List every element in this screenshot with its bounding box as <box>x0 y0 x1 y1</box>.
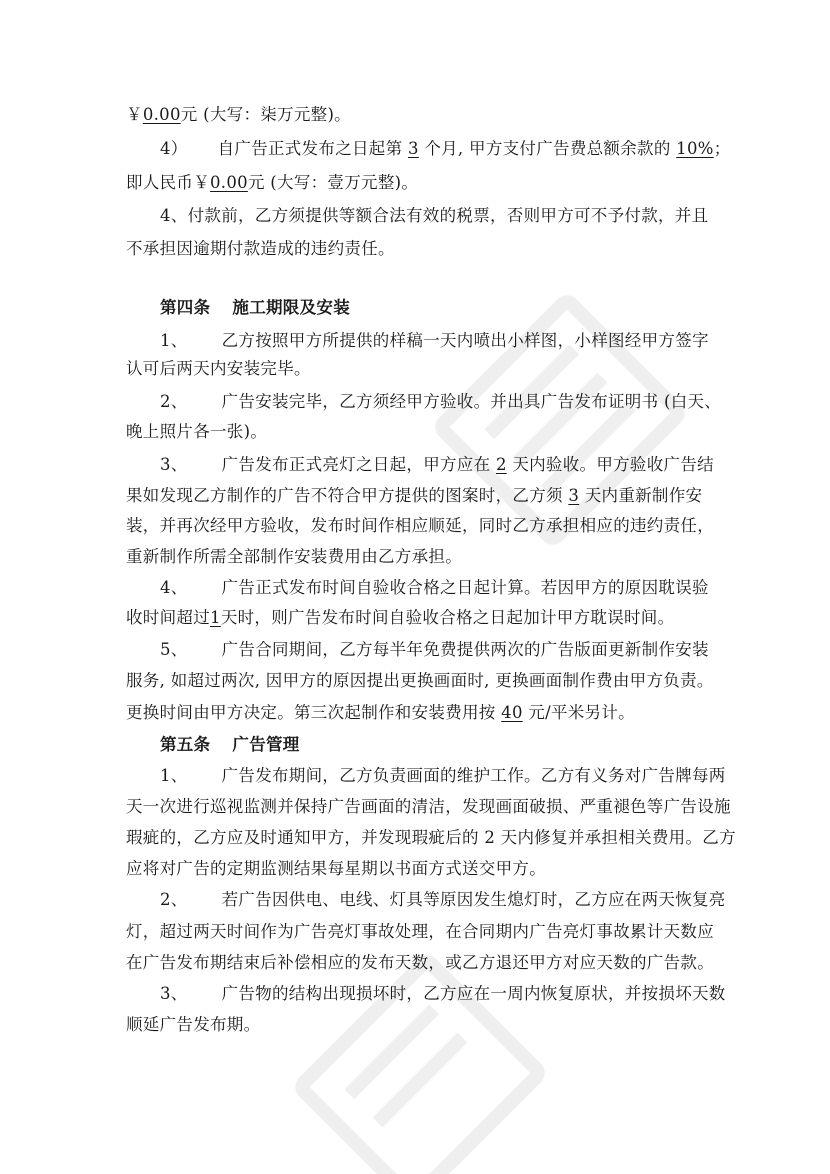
section-heading-5 <box>160 733 830 757</box>
para-line <box>126 606 830 630</box>
text-run: 元 (大写：壹万元整)。 <box>247 173 419 192</box>
section-heading-4 <box>160 296 830 320</box>
text-run: 天时，则广告发布时间自验收合格之日起加计甲方耽误时间。 <box>220 608 675 627</box>
para-line: 不承担因逾期付款造成的违约责任。 <box>126 239 395 258</box>
para-line <box>160 329 830 353</box>
item-number: 2、 <box>160 392 188 411</box>
currency-symbol: ￥ <box>126 105 143 124</box>
article-title: 施工期限及安装 <box>232 298 351 317</box>
para-line <box>160 888 830 912</box>
amount-blank: 0.00 <box>210 173 248 192</box>
item-number: 5、 <box>160 640 188 659</box>
para-line: 晚上照片各一张)。 <box>126 422 268 441</box>
para-line: 装，并再次经甲方验收，发布时间作相应顺延，同时乙方承担相应的违约责任， <box>126 516 714 535</box>
days-blank: 1 <box>210 608 221 627</box>
month-blank: 3 <box>407 139 419 158</box>
text-run: 即人民币￥ <box>126 173 210 192</box>
para-line: 应将对广告的定期监测结果每星期以书面方式送交甲方。 <box>126 859 546 878</box>
para-line: 认可后两天内安装完毕。 <box>126 359 311 378</box>
days-blank: 2 <box>495 455 507 474</box>
para-line <box>160 576 830 600</box>
article-number: 第五条 <box>160 735 211 754</box>
text-run: 自广告正式发布之日起第 <box>217 139 403 158</box>
para-line <box>160 390 830 414</box>
para-line <box>160 638 830 662</box>
text-run: ； <box>713 139 731 158</box>
para-line: 4、付款前，乙方须提供等额合法有效的税票，否则甲方可不予付款，并且 <box>160 206 709 225</box>
item-number: 3、 <box>160 455 188 474</box>
para-line <box>160 982 830 1006</box>
para-line: 灯，超过两天时间作为广告亮灯事故处理，在合同期内广告亮灯事故累计天数应 <box>126 922 714 941</box>
para-line <box>126 484 830 508</box>
item-number: 2、 <box>160 890 188 909</box>
item-number: 1、 <box>160 331 188 350</box>
para-line <box>126 103 830 127</box>
text-run: 天内验收。甲方验收广告结 <box>512 455 714 474</box>
item-number: 4、 <box>160 578 188 597</box>
text-run: 广告物的结构出现损坏时，乙方应在一周内恢复原状，并按损坏天数 <box>221 984 726 1003</box>
para-line <box>126 171 830 195</box>
text-run: 更换时间由甲方决定。第三次起制作和安装费用按 <box>126 703 496 722</box>
para-line: 瑕疵的，乙方应及时通知甲方，并发现瑕疵后的 2 天内修复并承担相关费用。乙方 <box>126 828 736 847</box>
percent-blank: 10% <box>676 139 714 158</box>
text-run: 收时间超过 <box>126 608 210 627</box>
item-number: 3、 <box>160 984 188 1003</box>
text-run: 乙方按照甲方所提供的样稿一天内喷出小样图，小样图经甲方签字 <box>221 331 709 350</box>
article-number: 第四条 <box>160 298 211 317</box>
para-line <box>160 453 830 477</box>
text-run: 若广告因供电、电线、灯具等原因发生熄灯时，乙方应在两天恢复亮 <box>221 890 726 909</box>
para-line: 顺延广告发布期。 <box>126 1015 261 1034</box>
para-line: 在广告发布期结束后补偿相应的发布天数，或乙方退还甲方对应天数的广告款。 <box>126 953 714 972</box>
text-run: 广告发布正式亮灯之日起，甲方应在 <box>221 455 491 474</box>
para-line <box>160 137 830 161</box>
article-title: 广告管理 <box>232 735 300 754</box>
text-run: 天内重新制作安 <box>584 486 703 505</box>
text-run: 广告正式发布时间自验收合格之日起计算。若因甲方的原因耽误验 <box>221 578 709 597</box>
amount-blank: 0.00 <box>142 105 181 124</box>
para-line <box>126 701 830 725</box>
text-run: 元/平米另计。 <box>528 703 635 722</box>
text-run: 元 (大写：柒万元整)。 <box>180 105 351 124</box>
text-run: 个月, 甲方支付广告费总额余款的 <box>424 139 671 158</box>
text-run: 果如发现乙方制作的广告不符合甲方提供的图案时，乙方须 <box>126 486 563 505</box>
item-number: 1、 <box>160 766 188 785</box>
para-line: 天一次进行巡视监测并保持广告画面的清洁，发现画面破损、严重褪色等广告设施 <box>126 797 731 816</box>
item-number: 4） <box>160 139 188 158</box>
para-line: 服务, 如超过两次, 因甲方的原因提出更换画面时, 更换画面制作费由甲方负责。 <box>126 671 714 690</box>
para-line: 重新制作所需全部制作安装费用由乙方承担。 <box>126 547 462 566</box>
para-line <box>160 764 830 788</box>
text-run: 广告发布期间，乙方负责画面的维护工作。乙方有义务对广告牌每两 <box>221 766 726 785</box>
text-run: 广告安装完毕，乙方须经甲方验收。并出具广告发布证明书 (白天、 <box>221 392 722 411</box>
text-run: 广告合同期间，乙方每半年免费提供两次的广告版面更新制作安装 <box>221 640 709 659</box>
days-blank: 3 <box>568 486 580 505</box>
price-blank: 40 <box>501 703 523 722</box>
